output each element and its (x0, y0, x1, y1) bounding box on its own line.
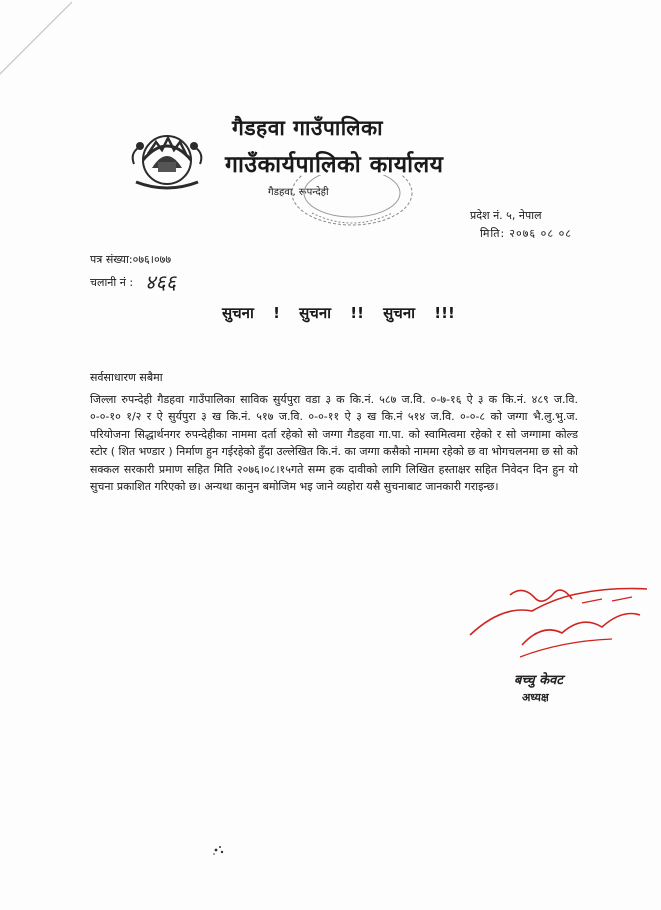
office-subtitle: गाउँकार्यपालिको कार्यालय (225, 152, 444, 178)
signatory-title: अध्यक्ष (522, 691, 549, 704)
reference-number: पत्र संख्या:०७६।०७७ (90, 253, 172, 266)
scan-speck (210, 840, 228, 858)
office-stamp (282, 175, 420, 237)
salutation: सर्वसाधारण सबैमा (90, 371, 163, 384)
office-address: गैडहवा, रूपन्देही (268, 187, 329, 198)
dispatch-number-handwritten: ४६६ (145, 270, 177, 294)
handwritten-signature (462, 575, 652, 675)
date-label: मिति: (480, 227, 506, 240)
notice-heading: सुचना ! सुचना !! सुचना !!! (222, 304, 455, 322)
dispatch-label: चलानी नं : (90, 276, 134, 289)
office-name: गैडहवा गाउँपालिका (232, 116, 384, 140)
notice-body: जिल्ला रुपन्देही गैडहवा गाउँपालिका साविक सुर्यपुरा वडा ३ क कि.नं. ५८७ ज.वि. ०-७-१६ ऐ ३ क कि.नं. ४८९ ज.वि. ०-०-१० १/२ र ऐ सुर्यपुरा ३ ख कि.नं. ५१७ ज.वि. ०-०-११ ऐ ३ ख कि.नं ५१४ ज.वि. ०-०-८ को जग्गा भै.लु.भु.ज. परियोजना सिद्धार्थनगर रुपन्देहीका नाममा दर्ता रहेको सो जग्गा गैडहवा गा.पा. को स्वामित्वमा रहेको र सो जग्गामा कोल्ड स्टोर ( शित भण्डार ) निर्माण हुन गईरहेको हुँदा उल्लेखित कि.नं. का जग्गा कसैको नाममा रहेको छ वा भोगचलनमा छ सो को सक्कल सरकारी प्रमाण सहित मिति २०७६।०८।१५गते सम्म हक दावीको लागि लिखित हस्ताक्षर सहित निवेदन दिन हुन यो सुचना प्रकाशित गरिएको छ। अन्यथा कानुन बमोजिम भइ जाने व्यहोरा यसै सुचनाबाट जानकारी गराइन्छ। (90, 393, 578, 494)
nepal-emblem-logo (128, 124, 206, 190)
signatory-name: बच्चु केवट (514, 673, 563, 688)
province-line: प्रदेश नं. ५, नेपाल (470, 209, 542, 222)
date-line (476, 226, 572, 241)
scan-corner-line (0, 0, 80, 84)
date-value: २०७६ ०८ ०८ (509, 227, 573, 240)
